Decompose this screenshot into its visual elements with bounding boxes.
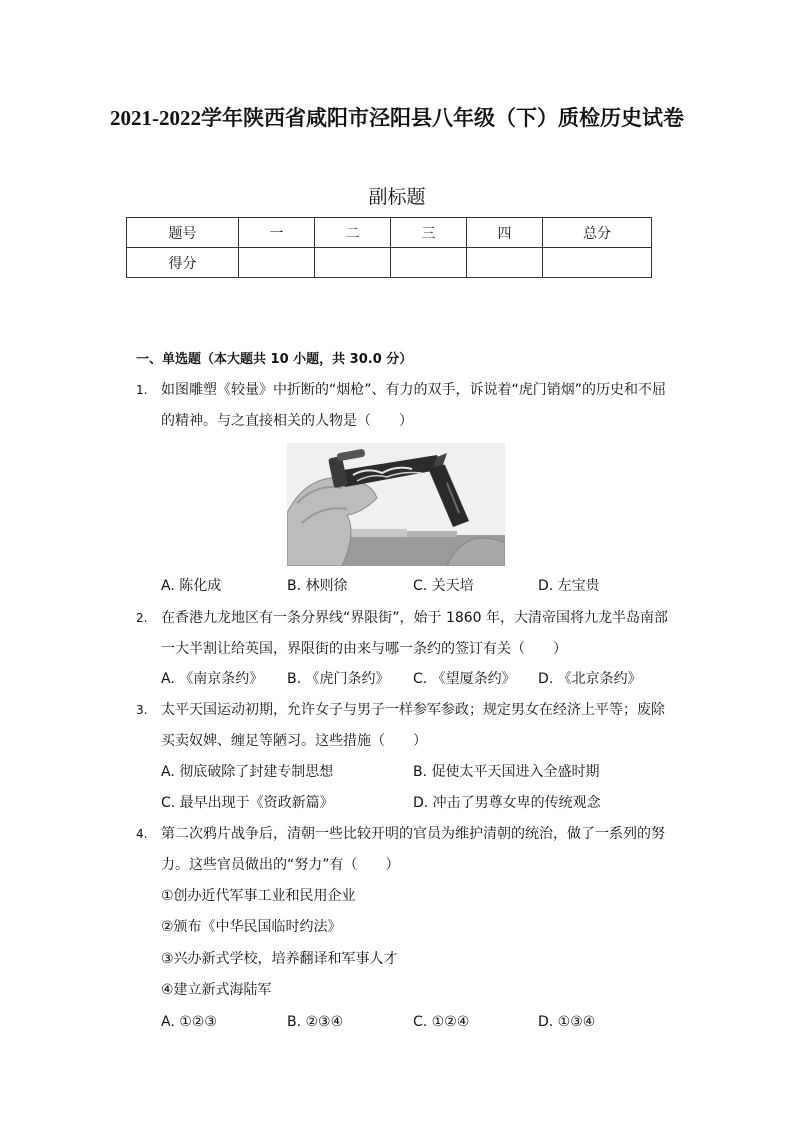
score-table bbox=[126, 217, 652, 278]
score-cell[interactable] bbox=[315, 248, 391, 278]
question-3 bbox=[136, 695, 676, 757]
option-b[interactable]: B. 促使太平天国进入全盛时期 bbox=[413, 764, 600, 780]
sculpture-illustration bbox=[287, 443, 505, 566]
score-header-cell: 二 bbox=[315, 218, 391, 248]
question-4-item-4: ④建立新式海陆军 bbox=[161, 982, 272, 998]
score-cell[interactable] bbox=[391, 248, 467, 278]
sculpture-photo bbox=[287, 443, 505, 566]
question-3-options-row1 bbox=[161, 757, 681, 788]
score-cell[interactable] bbox=[543, 248, 652, 278]
option-b[interactable]: B. ②③④ bbox=[287, 1014, 344, 1030]
question-1-options bbox=[161, 571, 681, 602]
option-d[interactable]: D. 冲击了男尊女卑的传统观念 bbox=[413, 795, 601, 811]
score-table-header-row bbox=[127, 218, 652, 248]
option-a[interactable]: A. 《南京条约》 bbox=[161, 671, 264, 687]
question-stem: 第二次鸦片战争后，清朝一些比较开明的官员为维护清朝的统治，做了一系列的努力。这些官员做出的“努力”有（ ） bbox=[161, 826, 665, 873]
question-number: 1. bbox=[136, 383, 148, 397]
question-4-item-1: ①创办近代军事工业和民用企业 bbox=[161, 888, 356, 904]
score-cell[interactable] bbox=[239, 248, 315, 278]
question-stem: 在香港九龙地区有一条分界线“界限街”，始于 1860 年，大清帝国将九龙半岛南部一大半割让给英国，界限街的由来与哪一条约的签订有关（ ） bbox=[161, 610, 669, 657]
score-table-score-row bbox=[127, 248, 652, 278]
question-2-options bbox=[161, 664, 681, 695]
option-a[interactable]: A. ①②③ bbox=[161, 1014, 217, 1030]
score-row-label: 得分 bbox=[127, 248, 239, 278]
option-c[interactable]: C. 关天培 bbox=[413, 578, 474, 594]
option-d[interactable]: D. 左宝贵 bbox=[538, 578, 600, 594]
question-4 bbox=[136, 819, 676, 881]
question-3-options-row2 bbox=[161, 788, 681, 819]
question-stem: 如图雕塑《较量》中折断的“烟枪”、有力的双手，诉说着“虎门销烟”的历史和不屈的精神。与之直接相关的人物是（ ） bbox=[161, 382, 667, 429]
option-c[interactable]: C. ①②④ bbox=[413, 1014, 470, 1030]
score-cell[interactable] bbox=[467, 248, 543, 278]
question-1 bbox=[136, 375, 676, 437]
option-d[interactable]: D. ①③④ bbox=[538, 1014, 596, 1030]
exam-subtitle: 副标题 bbox=[368, 186, 426, 208]
option-c[interactable]: C. 最早出现于《资政新篇》 bbox=[161, 795, 334, 811]
score-header-cell: 四 bbox=[467, 218, 543, 248]
option-b[interactable]: B. 《虎门条约》 bbox=[287, 671, 390, 687]
exam-title: 2021-2022学年陕西省咸阳市泾阳县八年级（下）质检历史试卷 bbox=[110, 106, 684, 130]
question-number: 4. bbox=[136, 827, 148, 841]
question-stem: 太平天国运动初期，允许女子与男子一样参军参政；规定男女在经济上平等；废除买卖奴婢、缠足等陋习。这些措施（ ） bbox=[161, 702, 665, 749]
question-number: 2. bbox=[136, 611, 148, 625]
score-header-cell: 一 bbox=[239, 218, 315, 248]
section-heading: 一、单选题（本大题共 10 小题，共 30.0 分） bbox=[136, 352, 413, 367]
score-header-cell: 三 bbox=[391, 218, 467, 248]
question-4-item-3: ③兴办新式学校，培养翻译和军事人才 bbox=[161, 951, 398, 967]
score-header-cell: 总分 bbox=[543, 218, 652, 248]
question-number: 3. bbox=[136, 703, 148, 717]
option-b[interactable]: B. 林则徐 bbox=[287, 578, 348, 594]
option-a[interactable]: A. 彻底破除了封建专制思想 bbox=[161, 764, 334, 780]
option-d[interactable]: D. 《北京条约》 bbox=[538, 671, 642, 687]
option-a[interactable]: A. 陈化成 bbox=[161, 578, 222, 594]
question-2 bbox=[136, 603, 676, 665]
score-header-cell: 题号 bbox=[127, 218, 239, 248]
question-4-options bbox=[161, 1007, 681, 1038]
option-c[interactable]: C. 《望厦条约》 bbox=[413, 671, 516, 687]
question-4-item-2: ②颁布《中华民国临时约法》 bbox=[161, 919, 342, 935]
